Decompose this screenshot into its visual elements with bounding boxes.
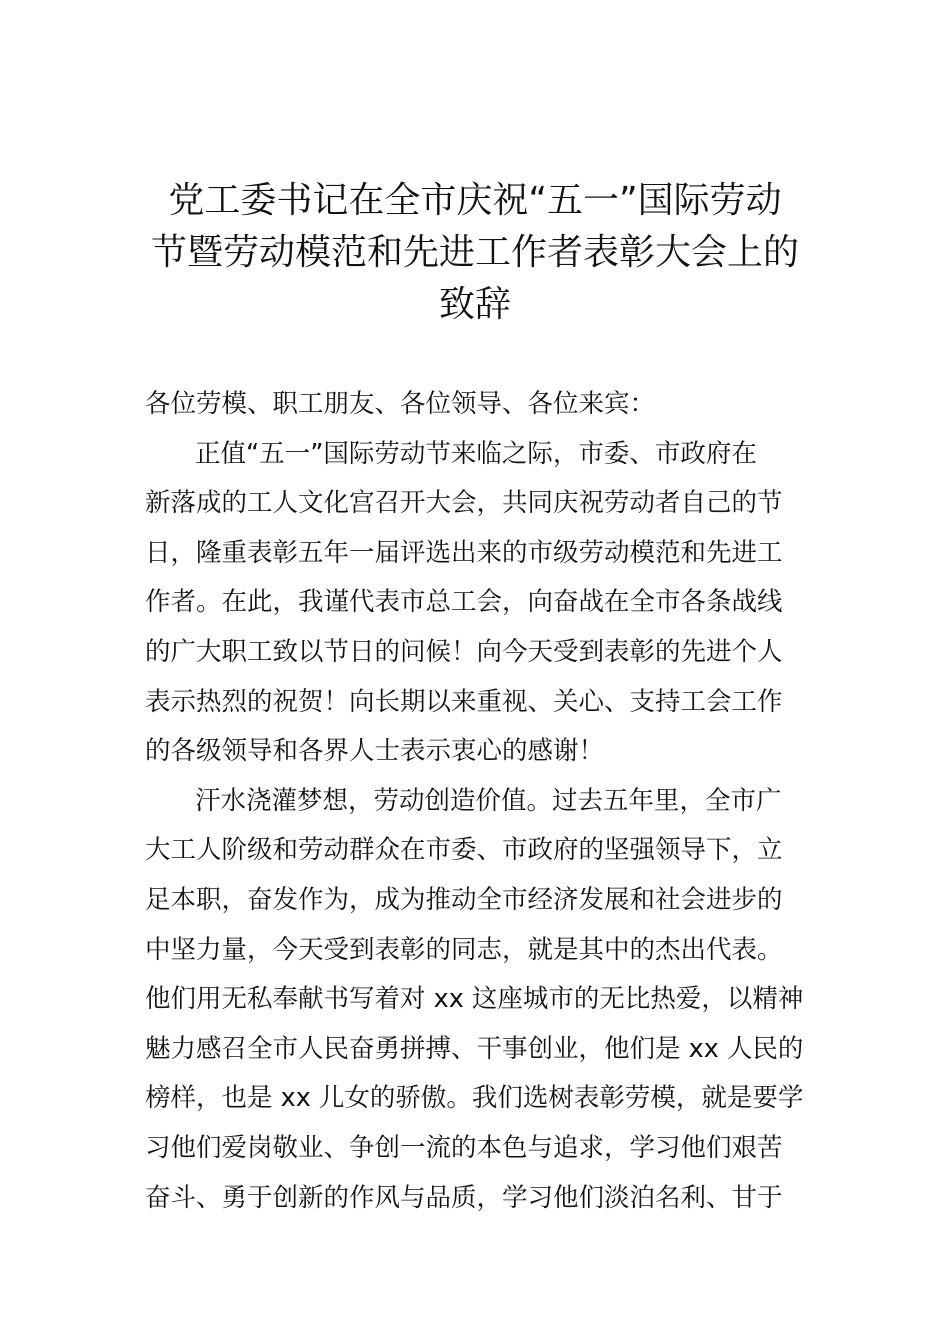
document-title	[150, 175, 800, 331]
paragraph-1	[145, 430, 810, 777]
paragraph-line: 魅力感召全市人民奋勇拼搏、干事创业，他们是 xx 人民的	[145, 1033, 804, 1064]
title-line: 节暨劳动模范和先进工作者表彰大会上的	[150, 232, 799, 273]
paragraph-line: 榜样，也是 xx 儿女的骄傲。我们选树表彰劳模，就是要学	[145, 1083, 804, 1114]
salutation: 各位劳模、职工朋友、各位领导、各位来宾：	[145, 389, 656, 419]
paragraph-line: 作者。在此，我谨代表市总工会，向奋战在全市各条战线	[145, 587, 783, 618]
paragraph-line: 中坚力量，今天受到表彰的同志，就是其中的杰出代表。	[145, 934, 783, 965]
title-line: 党工委书记在全市庆祝“五一”国际劳动	[168, 180, 782, 221]
paragraph-2	[145, 777, 810, 1223]
paragraph-line: 的广大职工致以节日的问候！向今天受到表彰的先进个人	[145, 636, 783, 667]
paragraph-line: 新落成的工人文化宫召开大会，共同庆祝劳动者自己的节	[145, 488, 783, 519]
document-body	[145, 380, 810, 1223]
paragraph-line: 足本职，奋发作为，成为推动全市经济发展和社会进步的	[145, 884, 783, 915]
paragraph-line: 日，隆重表彰五年一届评选出来的市级劳动模范和先进工	[145, 537, 783, 568]
paragraph-line: 正值“五一”国际劳动节来临之际，市委、市政府在	[195, 438, 757, 469]
paragraph-line: 汗水浇灌梦想，劳动创造价值。过去五年里，全市广	[195, 785, 782, 816]
paragraph-line: 奋斗、勇于创新的作风与品质，学习他们淡泊名利、甘于	[145, 1182, 783, 1213]
title-line: 致辞	[438, 284, 511, 325]
paragraph-line: 他们用无私奉献书写着对 xx 这座城市的无比热爱，以精神	[145, 984, 804, 1015]
paragraph-line: 的各级领导和各界人士表示衷心的感谢！	[145, 736, 605, 767]
paragraph-line: 表示热烈的祝贺！向长期以来重视、关心、支持工会工作	[145, 686, 783, 717]
paragraph-line: 习他们爱岗敬业、争创一流的本色与追求，学习他们艰苦	[145, 1132, 783, 1163]
paragraph-line: 大工人阶级和劳动群众在市委、市政府的坚强领导下，立	[145, 835, 783, 866]
